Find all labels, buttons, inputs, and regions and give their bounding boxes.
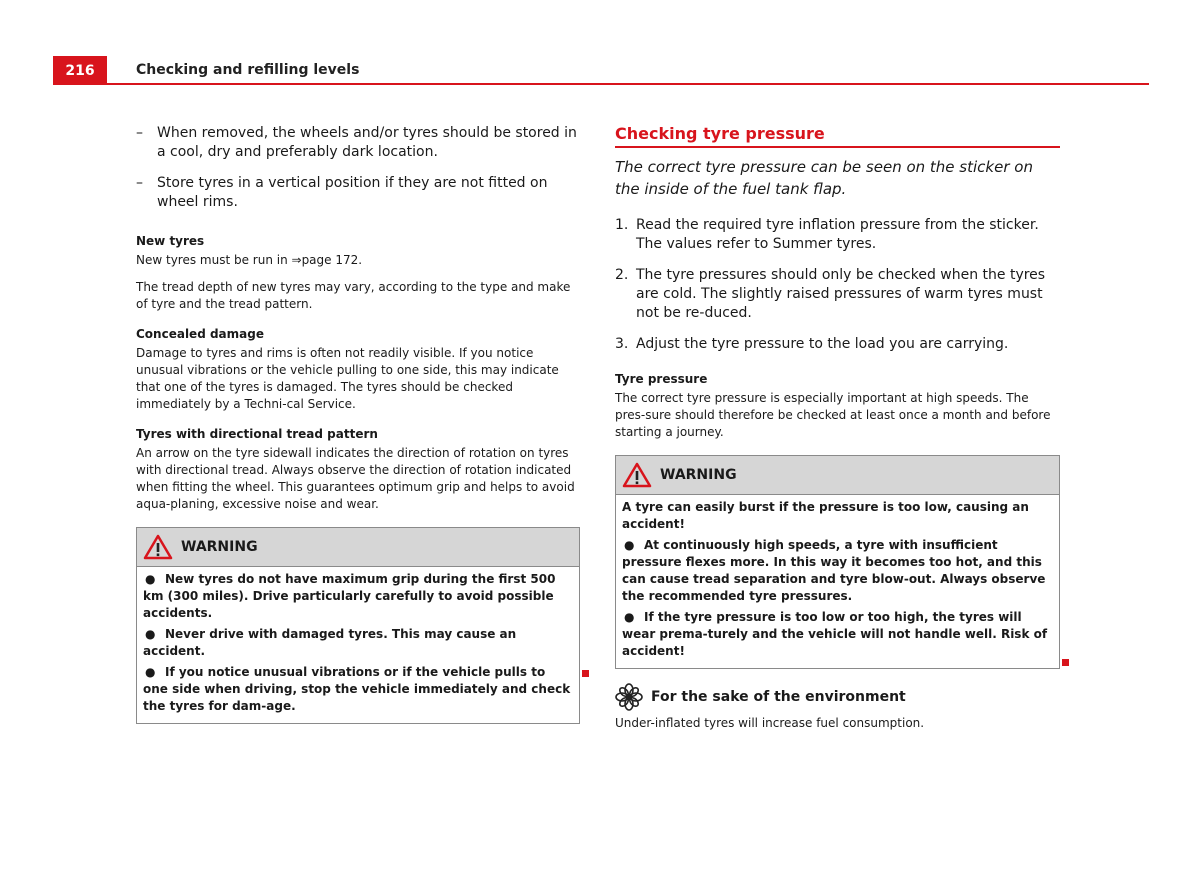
section-intro: The correct tyre pressure can be seen on the sticker on the inside of the fuel tank flap.: [615, 158, 1033, 198]
step-text: Read the required tyre inflation pressure from the sticker. The values refer to Summer tyres.: [636, 217, 1039, 252]
bullet-dot: ●: [624, 538, 635, 552]
section-end-marker: [1062, 659, 1069, 666]
warning-header: [616, 456, 1059, 495]
environment-header: [615, 683, 1060, 711]
chapter-title: Checking and refilling levels: [136, 62, 360, 78]
environment-text: Under-inflated tyres will increase fuel consumption.: [615, 716, 925, 730]
section-title: Checking tyre pressure: [615, 124, 1060, 148]
directional-tread-text: An arrow on the tyre sidewall indicates the direction of rotation on tyres with directional tread. Always observe the direction of rotation indicated when fitting the wheel. This guarantees optimum grip and helps to avoid aqua-planing, excessive noise and wear.: [136, 446, 575, 511]
warning-bullet: [143, 571, 573, 622]
directional-tread-heading: Tyres with directional tread pattern: [136, 427, 378, 441]
new-tyres-text-2: The tread depth of new tyres may vary, according to the type and make of tyre and the tread pattern.: [136, 280, 571, 311]
header-rule: [107, 83, 1149, 85]
warning-header: [137, 528, 579, 567]
section-end-marker: [582, 670, 589, 677]
warning-bullet: [622, 537, 1053, 605]
list-item-text: Store tyres in a vertical position if they are not fitted on wheel rims.: [157, 175, 548, 210]
list-item-text: When removed, the wheels and/or tyres should be stored in a cool, dry and preferably dark location.: [157, 125, 577, 160]
right-column: [615, 124, 1060, 742]
warning-box-right: [615, 455, 1060, 669]
bullet-dot: ●: [145, 627, 156, 641]
step-number: 2.: [615, 267, 629, 283]
new-tyres-heading: New tyres: [136, 234, 205, 248]
step-item: [615, 266, 1060, 323]
warning-box-left: [136, 527, 580, 724]
warning-bullet: [622, 609, 1053, 660]
warning-triangle-icon: [143, 534, 173, 560]
left-column: [136, 124, 580, 724]
step-number: 3.: [615, 336, 629, 352]
warning-bullet: [143, 626, 573, 660]
list-item: [136, 124, 580, 162]
warning-bullet: [143, 664, 573, 715]
list-item: [136, 174, 580, 212]
step-item: [615, 335, 1060, 354]
warning-body: [137, 567, 579, 723]
flower-icon: [615, 683, 643, 711]
warning-bullet-text: If you notice unusual vibrations or if the vehicle pulls to one side when driving, stop the vehicle immediately and check the tyres for dam-age.: [143, 665, 571, 713]
warning-bullet-text: New tyres do not have maximum grip during the first 500 km (300 miles). Drive particularly carefully to avoid possible accidents.: [143, 572, 556, 620]
warning-bullet-text: At continuously high speeds, a tyre with insufficient pressure flexes more. In this way it becomes too hot, and this can cause tread separation and tyre blow-out. Always observe the recommended tyre pressures.: [622, 538, 1046, 603]
warning-bullet-text: If the tyre pressure is too low or too high, the tyres will wear prema-turely and the vehicle will not handle well. Risk of accident!: [622, 610, 1048, 658]
concealed-damage-heading: Concealed damage: [136, 327, 264, 341]
warning-triangle-icon: [622, 462, 652, 488]
tyre-pressure-heading: Tyre pressure: [615, 372, 708, 386]
step-text: Adjust the tyre pressure to the load you are carrying.: [636, 336, 1009, 352]
bullet-dot: ●: [145, 572, 156, 586]
warning-label: WARNING: [660, 467, 737, 483]
warning-bullet-text: Never drive with damaged tyres. This may cause an accident.: [143, 627, 517, 658]
tyre-pressure-text: The correct tyre pressure is especially important at high speeds. The pres-sure should therefore be checked at least once a month and before starting a journey.: [615, 391, 1051, 439]
bullet-dot: ●: [624, 610, 635, 624]
page-number: 216: [53, 56, 107, 85]
dash-mark: –: [136, 125, 143, 141]
dash-mark: –: [136, 175, 143, 191]
step-number: 1.: [615, 217, 629, 233]
warning-label: WARNING: [181, 539, 258, 555]
concealed-damage-text: Damage to tyres and rims is often not readily visible. If you notice unusual vibrations or the vehicle pulling to one side, this may indicate that one of the tyres is damaged. The tyres should be checked immediately by a Techni-cal Service.: [136, 346, 559, 411]
step-text: The tyre pressures should only be checked when the tyres are cold. The slightly raised pressures of warm tyres must not be re-duced.: [636, 267, 1046, 321]
environment-label: For the sake of the environment: [651, 689, 906, 705]
new-tyres-text-1: New tyres must be run in ⇒page 172.: [136, 253, 363, 267]
warning-lead: A tyre can easily burst if the pressure is too low, causing an accident!: [622, 500, 1029, 531]
bullet-dot: ●: [145, 665, 156, 679]
warning-body: [616, 495, 1059, 668]
step-item: [615, 216, 1060, 254]
